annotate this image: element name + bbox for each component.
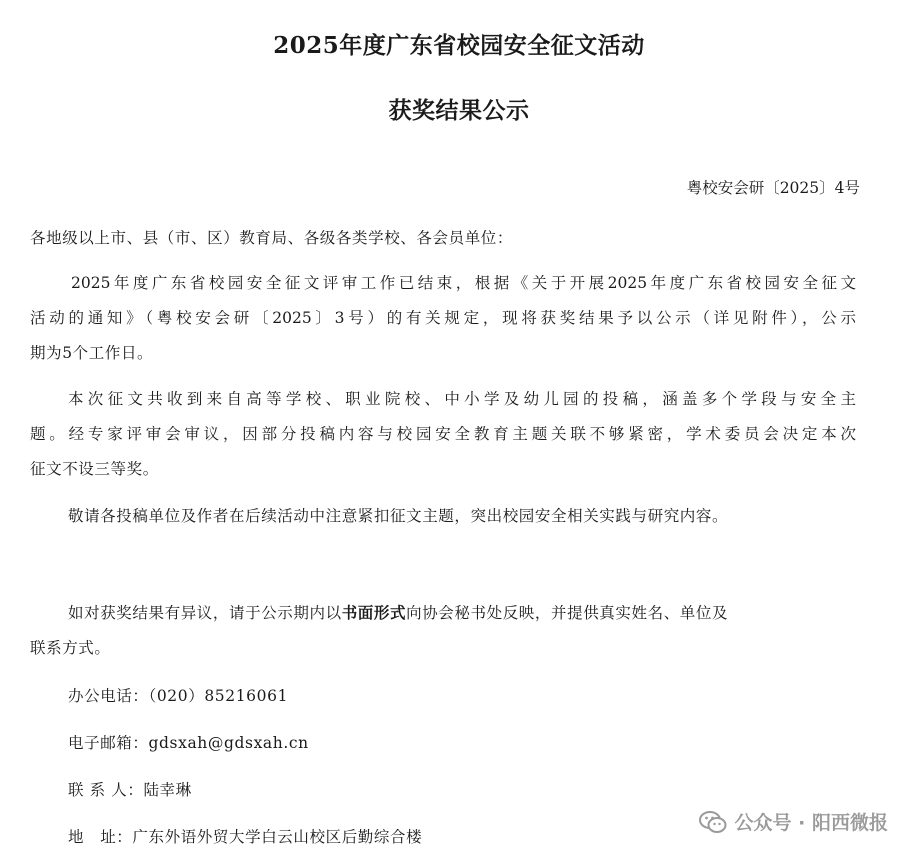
contact-address: 地 址：广东外语外贸大学白云山校区后勤综合楼 xyxy=(68,828,423,846)
watermark-text: 公众号 · 阳西微报 xyxy=(734,812,888,834)
paragraph1-line3: 期为5个工作日。 xyxy=(30,344,154,362)
paragraph2-line3: 征文不设三等奖。 xyxy=(30,460,159,478)
paragraph2-line2: 题。经专家评审会审议，因部分投稿内容与校园安全教育主题关联不够紧密，学术委员会决定本次 xyxy=(30,425,856,443)
document-number: 粤校安会研〔2025〕4号 xyxy=(686,179,860,197)
contact-phone: 办公电话：（020）85216061 xyxy=(68,687,289,705)
paragraph2-line1: 本次征文共收到来自高等学校、职业院校、中小学及幼儿园的投稿，涵盖多个学段与安全主 xyxy=(68,390,856,408)
paragraph3: 敬请各投稿单位及作者在后续活动中注意紧扣征文主题，突出校园安全相关实践与研究内容。 xyxy=(68,507,729,525)
watermark xyxy=(699,808,888,835)
page-title: 2025年度广东省校园安全征文活动 xyxy=(273,32,645,59)
page-subtitle: 获奖结果公示 xyxy=(388,97,530,124)
salutation: 各地级以上市、县（市、区）教育局、各级各类学校、各会员单位： xyxy=(30,229,514,247)
paragraph4-line2: 联系方式。 xyxy=(30,639,111,657)
contact-person: 联 系 人：陆幸琳 xyxy=(68,781,192,799)
emphasis-text: 书面形式 xyxy=(341,603,407,622)
paragraph4-line1: 如对获奖结果有异议，请于公示期内以书面形式向协会秘书处反映，并提供真实姓名、单位及 xyxy=(68,603,729,622)
paragraph1-line1: 2025年度广东省校园安全征文评审工作已结束，根据《关于开展2025年度广东省校园安全征文 xyxy=(71,274,856,292)
paragraph1-line2: 活动的通知》（粤校安会研〔2025〕3号）的有关规定，现将获奖结果予以公示（详见附件），公示 xyxy=(30,309,856,327)
wechat-icon xyxy=(699,810,727,834)
contact-email: 电子邮箱：gdsxah@gdsxah.cn xyxy=(68,734,309,752)
